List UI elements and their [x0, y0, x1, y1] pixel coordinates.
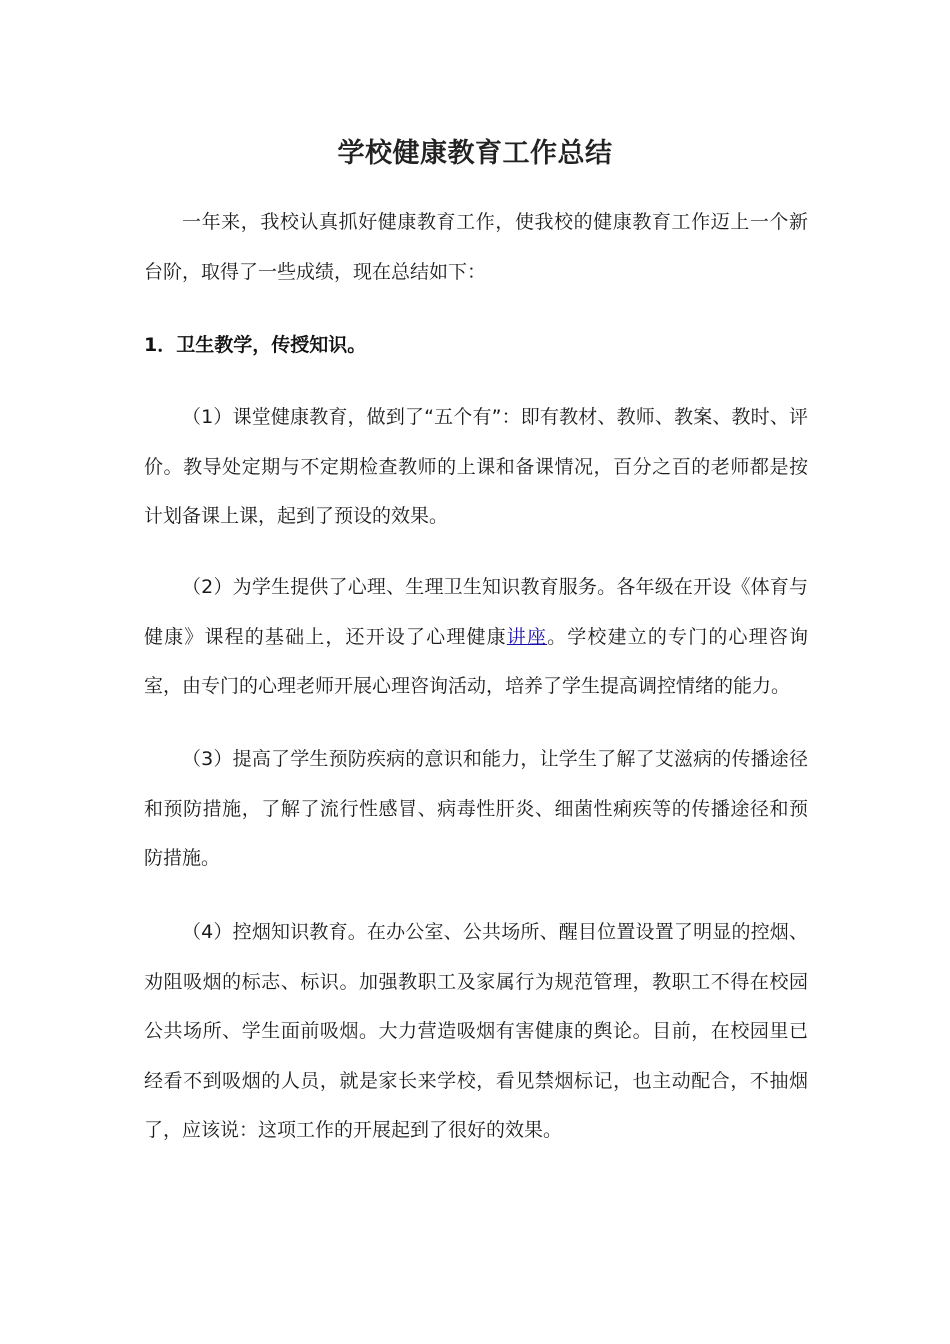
intro-paragraph: 一年来，我校认真抓好健康教育工作，使我校的健康教育工作迈上一个新台阶，取得了一些成绩，现在总结如下：	[144, 211, 808, 283]
item-4-paragraph: （4）控烟知识教育。在办公室、公共场所、醒目位置设置了明显的控烟、劝阻吸烟的标志、标识。加强教职工及家属行为规范管理，教职工不得在校园公共场所、学生面前吸烟。大力营造吸烟有害健康的舆论。目前，在校园里已经看不到吸烟的人员，就是家长来学校，看见禁烟标记，也主动配合，不抽烟了，应该说：这项工作的开展起到了很好的效果。	[144, 921, 808, 1141]
document-title: 学校健康教育工作总结	[337, 138, 613, 169]
lecture-link[interactable]: 讲座	[506, 625, 548, 648]
item-3-paragraph: （3）提高了学生预防疾病的意识和能力，让学生了解了艾滋病的传播途径和预防措施，了解了流行性感冒、病毒性肝炎、细菌性痢疾等的传播途径和预防措施。	[144, 748, 808, 869]
item-2-paragraph	[144, 563, 808, 712]
item-2-text-before: （2）为学生提供了心理、生理卫生知识教育服务。各年级在开设《体育与健康》课程的基础上，还开设了心理健康	[144, 576, 808, 648]
item-1-paragraph: （1）课堂健康教育，做到了“五个有”：即有教材、教师、教案、教时、评价。教导处定期与不定期检查教师的上课和备课情况，百分之百的老师都是按计划备课上课，起到了预设的效果。	[144, 406, 808, 527]
section-heading: 1．卫生教学，传授知识。	[144, 334, 367, 356]
item-2-text-after: 。学校建立的专门的心理咨询室，由专门的心理老师开展心理咨询活动，培养了学生提高调控情绪的能力。	[144, 625, 808, 697]
